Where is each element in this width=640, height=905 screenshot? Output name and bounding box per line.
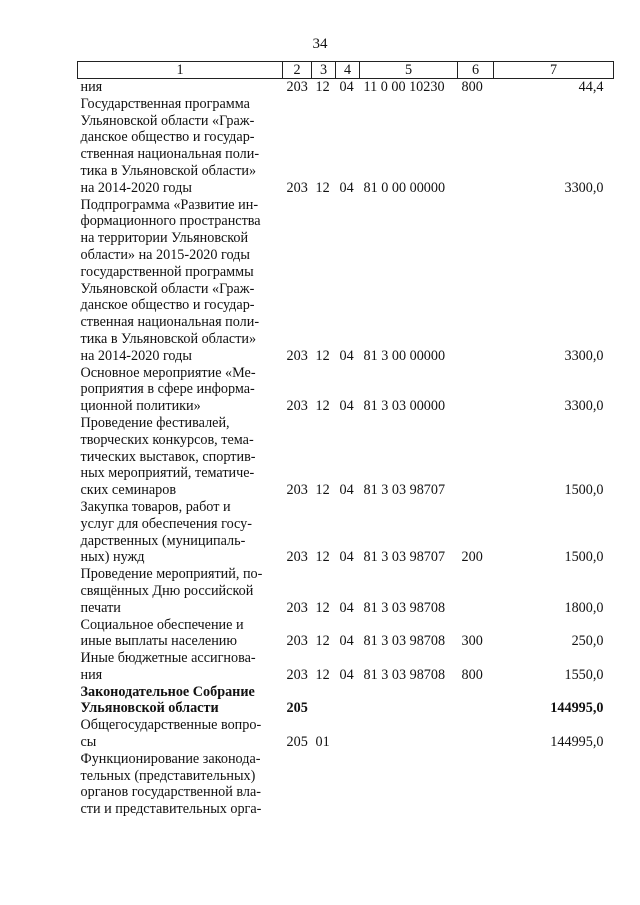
- column-header: 1: [78, 62, 283, 79]
- row-code-cell: [458, 365, 494, 415]
- row-code-cell: 12: [315, 549, 330, 566]
- table-row: [78, 751, 614, 818]
- row-code-cell: 81 3 03 98708: [363, 666, 446, 683]
- row-code-cell: 203: [286, 398, 308, 415]
- row-code-cell: 81 3 03 98708: [363, 599, 446, 616]
- row-code-cell: 12: [315, 179, 330, 196]
- column-header: 6: [458, 62, 494, 79]
- row-name-cell: ния: [80, 79, 103, 95]
- table-row: [78, 197, 614, 365]
- row-name-cell: Основное мероприятие «Ме- роприятия в сфере информа- ционной политики»: [80, 364, 256, 415]
- row-code-cell: [458, 751, 494, 818]
- row-code-cell: 203: [286, 179, 308, 196]
- row-amount-cell: [494, 751, 614, 818]
- table-row: [78, 96, 614, 197]
- row-code-cell: [458, 566, 494, 616]
- row-code-cell: 203: [286, 633, 308, 650]
- row-amount-cell: 44,4: [578, 79, 604, 95]
- row-code-cell: 203: [286, 482, 308, 499]
- row-code-cell: [283, 751, 312, 818]
- row-code-cell: [312, 684, 336, 718]
- row-code-cell: 04: [339, 666, 354, 683]
- row-amount-cell: 250,0: [571, 633, 604, 650]
- column-header: 4: [336, 62, 360, 79]
- row-code-cell: 205: [286, 700, 308, 717]
- row-name-cell: Закупка товаров, работ и услуг для обеспечения госу- дарственных (муниципаль- ных) нужд: [80, 498, 252, 566]
- row-code-cell: [458, 684, 494, 718]
- column-header: 3: [312, 62, 336, 79]
- row-code-cell: [336, 684, 360, 718]
- row-name-cell: Законодательное Собрание Ульяновской области: [80, 683, 255, 717]
- row-code-cell: 81 3 03 00000: [363, 398, 446, 415]
- row-code-cell: 04: [339, 347, 354, 364]
- table-row: [78, 365, 614, 415]
- row-code-cell: 04: [339, 549, 354, 566]
- table-row: [78, 684, 614, 718]
- row-code-cell: 203: [286, 599, 308, 616]
- row-code-cell: 81 3 03 98707: [363, 482, 446, 499]
- row-code-cell: 81 3 00 00000: [363, 347, 446, 364]
- row-code-cell: [458, 197, 494, 365]
- row-name-cell: Функционирование законода- тельных (представительных) органов государственной вла- сти и представительных орга-: [80, 750, 262, 818]
- row-code-cell: [458, 717, 494, 751]
- row-amount-cell: 1550,0: [564, 666, 604, 683]
- row-code-cell: 04: [339, 633, 354, 650]
- column-header: 5: [360, 62, 458, 79]
- row-amount-cell: 3300,0: [564, 179, 604, 196]
- row-code-cell: [360, 717, 458, 751]
- row-name-cell: Социальное обеспечение и иные выплаты населению: [80, 616, 244, 650]
- row-code-cell: 81 0 00 00000: [363, 179, 446, 196]
- row-code-cell: [336, 751, 360, 818]
- row-code-cell: 200: [461, 549, 483, 566]
- row-code-cell: [458, 96, 494, 197]
- column-header: 2: [283, 62, 312, 79]
- row-code-cell: 203: [286, 549, 308, 566]
- row-code-cell: 81 3 03 98707: [363, 549, 446, 566]
- column-header: 7: [494, 62, 614, 79]
- row-code-cell: 800: [461, 666, 483, 683]
- row-code-cell: [458, 415, 494, 499]
- row-code-cell: 203: [286, 79, 308, 95]
- row-code-cell: 12: [315, 79, 330, 95]
- row-code-cell: 300: [461, 633, 483, 650]
- row-name-cell: Подпрограмма «Развитие ин- формационного пространства на территории Ульяновской области» на 2015-2020 годы государственной программы Ульяновской области «Граж- данское общество и государ- ственная национальная поли- тика в Ульяновской области» на 2014-2020 годы: [80, 196, 261, 364]
- row-code-cell: 12: [315, 599, 330, 616]
- row-amount-cell: 1800,0: [564, 599, 604, 616]
- row-code-cell: 81 3 03 98708: [363, 633, 446, 650]
- row-code-cell: 12: [315, 633, 330, 650]
- row-amount-cell: 144995,0: [550, 734, 604, 751]
- table-row: [78, 499, 614, 566]
- row-name-cell: Проведение мероприятий, по- свящённых Дню российской печати: [80, 566, 263, 616]
- row-code-cell: 01: [315, 734, 330, 751]
- budget-table: [77, 61, 614, 818]
- row-code-cell: [336, 717, 360, 751]
- table-row: [78, 617, 614, 651]
- row-name-cell: Государственная программа Ульяновской области «Граж- данское общество и государ- ственная национальная поли- тика в Ульяновской области» на 2014-2020 годы: [80, 95, 260, 196]
- row-code-cell: 12: [315, 347, 330, 364]
- table-body: [78, 79, 614, 819]
- row-code-cell: 205: [286, 734, 308, 751]
- row-code-cell: 800: [461, 79, 483, 95]
- row-code-cell: 11 0 00 10230: [363, 79, 445, 95]
- row-amount-cell: 3300,0: [564, 398, 604, 415]
- table-row: [78, 650, 614, 684]
- row-code-cell: 04: [339, 398, 354, 415]
- row-name-cell: Иные бюджетные ассигнова- ния: [80, 650, 256, 683]
- row-code-cell: [312, 751, 336, 818]
- row-code-cell: [360, 751, 458, 818]
- row-code-cell: 12: [315, 398, 330, 415]
- row-code-cell: 04: [339, 79, 354, 95]
- row-name-cell: Общегосударственные вопро- сы: [80, 717, 262, 751]
- row-code-cell: [360, 684, 458, 718]
- page-number: 34: [312, 36, 328, 52]
- row-code-cell: 04: [339, 599, 354, 616]
- table-header-row: [78, 62, 614, 79]
- row-code-cell: 203: [286, 347, 308, 364]
- row-name-cell: Проведение фестивалей, творческих конкурсов, тема- тических выставок, спортив- ных мероприятий, тематиче- ских семинаров: [80, 414, 256, 499]
- row-amount-cell: 1500,0: [564, 549, 604, 566]
- row-code-cell: 12: [315, 482, 330, 499]
- table-row: [78, 79, 614, 96]
- row-amount-cell: 1500,0: [564, 482, 604, 499]
- row-code-cell: 04: [339, 179, 354, 196]
- row-code-cell: 203: [286, 666, 308, 683]
- row-code-cell: 04: [339, 482, 354, 499]
- table-row: [78, 415, 614, 499]
- row-code-cell: 12: [315, 666, 330, 683]
- row-amount-cell: 144995,0: [550, 700, 604, 717]
- table-row: [78, 717, 614, 751]
- table-row: [78, 566, 614, 616]
- row-amount-cell: 3300,0: [564, 347, 604, 364]
